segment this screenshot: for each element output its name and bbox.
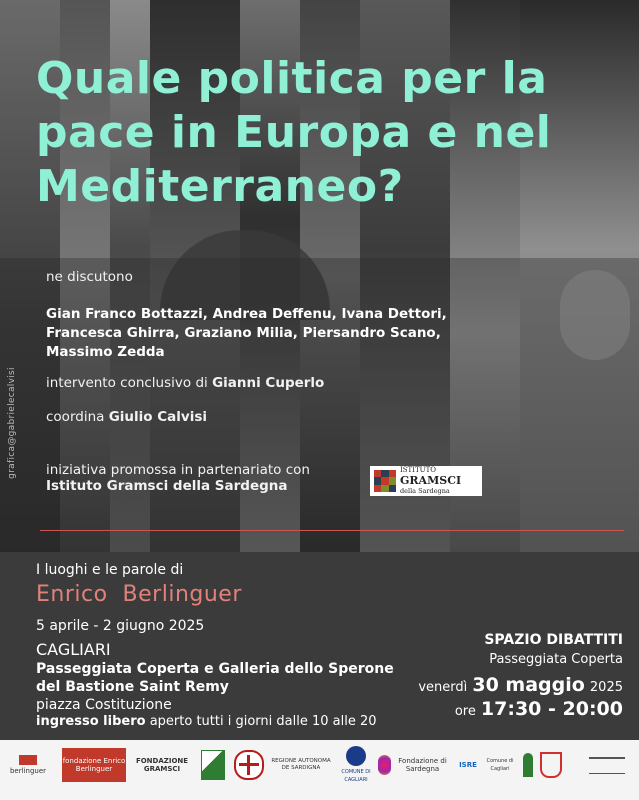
- headline-line-2: pace in Europa e nel: [36, 107, 552, 158]
- speakers-line-1: Gian Franco Bottazzi, Andrea Deffenu, Ivana Dettori,: [46, 306, 447, 322]
- logo-comune-cagliari: [336, 748, 376, 782]
- headline: [36, 52, 636, 214]
- logo-fondazione-gramsci: [132, 748, 192, 782]
- speakers-line-3: Massimo Zedda: [46, 344, 165, 360]
- logo-fondazione-gramsci-label: FONDAZIONE GRAMSCI: [135, 757, 189, 773]
- exhibition-square: piazza Costituzione: [36, 697, 172, 713]
- venue-line-2: del Bastione Saint Remy: [36, 679, 229, 695]
- headline-line-1: Quale politica per la: [36, 53, 548, 104]
- exhibition-dates: 5 aprile - 2 giugno 2025: [36, 618, 205, 634]
- gramsci-logo-main: GRAMSCI: [400, 474, 462, 487]
- exhibition-name: Enrico Berlinguer: [36, 582, 242, 607]
- logo-university: [540, 748, 562, 782]
- initiative-line: iniziativa promossa in partenariato con: [46, 462, 310, 478]
- exhibition-entry: [36, 714, 377, 729]
- gramsci-institute-logo: [370, 466, 482, 496]
- divider-line: [40, 530, 624, 531]
- logo-building: [584, 748, 630, 782]
- gramsci-logo-top: ISTITUTO: [400, 466, 436, 474]
- conclusion-name: Gianni Cuperlo: [212, 375, 325, 391]
- event-time: [455, 698, 623, 720]
- conclusion-prefix: intervento conclusivo di: [46, 375, 208, 391]
- logo-fondazione-berlinguer-label: fondazione Enrico Berlinguer: [62, 757, 126, 773]
- exhibition-panel: [0, 552, 639, 740]
- logo-comune: [486, 748, 514, 782]
- entry-bold: ingresso libero: [36, 714, 146, 729]
- logo-isre: [454, 748, 482, 782]
- event-day-word: venerdì: [418, 680, 468, 695]
- event-place: Passeggiata Coperta: [489, 652, 623, 667]
- event-date-value: 30 maggio: [472, 674, 585, 696]
- moderator-line: [46, 408, 207, 426]
- logo-fondazione-berlinguer: [62, 748, 126, 782]
- logo-green: [200, 748, 226, 782]
- event-year: 2025: [589, 680, 623, 695]
- logo-fondazione-sardegna-label: Fondazione di Sardegna: [398, 757, 447, 773]
- logo-regione-sardegna: [270, 748, 332, 782]
- exhibition-city: CAGLIARI: [36, 640, 111, 659]
- exhibition-subtitle: I luoghi e le parole di: [36, 562, 184, 578]
- event-time-value: 17:30 - 20:00: [480, 698, 623, 720]
- intro-text: ne discutono: [46, 269, 133, 285]
- logo-berlinguer: [6, 748, 50, 782]
- speakers-line-2: Francesca Ghirra, Graziano Milia, Piersandro Scano,: [46, 325, 441, 341]
- sponsor-logos: [0, 740, 639, 800]
- conclusion-line: [46, 374, 324, 392]
- logo-figure: [518, 748, 538, 782]
- headline-line-3: Mediterraneo?: [36, 161, 404, 212]
- event-date: [418, 674, 623, 696]
- gramsci-logo-sub: della Sardegna: [400, 487, 450, 495]
- event-space: SPAZIO DIBATTITI: [484, 632, 623, 648]
- exhibition-venue: [36, 660, 394, 696]
- initiative-org: Istituto Gramsci della Sardegna: [46, 478, 288, 494]
- logo-comune-2-label: Comune di Cagliari: [486, 758, 514, 772]
- moderator-prefix: coordina: [46, 409, 105, 425]
- moderator-name: Giulio Calvisi: [108, 409, 207, 425]
- design-credit: grafica@gabrielecalvisi: [6, 367, 17, 479]
- gramsci-squares-icon: [374, 470, 396, 492]
- event-time-word: ore: [454, 704, 476, 719]
- logo-isre-label: ISRE: [459, 761, 477, 769]
- logo-fondazione-sardegna: [378, 748, 450, 782]
- venue-line-1: Passeggiata Coperta e Galleria dello Sperone: [36, 661, 394, 677]
- entry-rest: aperto tutti i giorni dalle 10 alle 20: [149, 714, 377, 729]
- logo-regione-label: REGIONE AUTONOMA DE SARDIGNA: [271, 758, 331, 771]
- logo-sardegna-crest: [234, 748, 264, 782]
- speakers-list: [46, 305, 506, 362]
- logo-comune-label: COMUNE DI CAGLIARI: [341, 769, 371, 783]
- logo-berlinguer-label: berlinguer: [9, 767, 47, 775]
